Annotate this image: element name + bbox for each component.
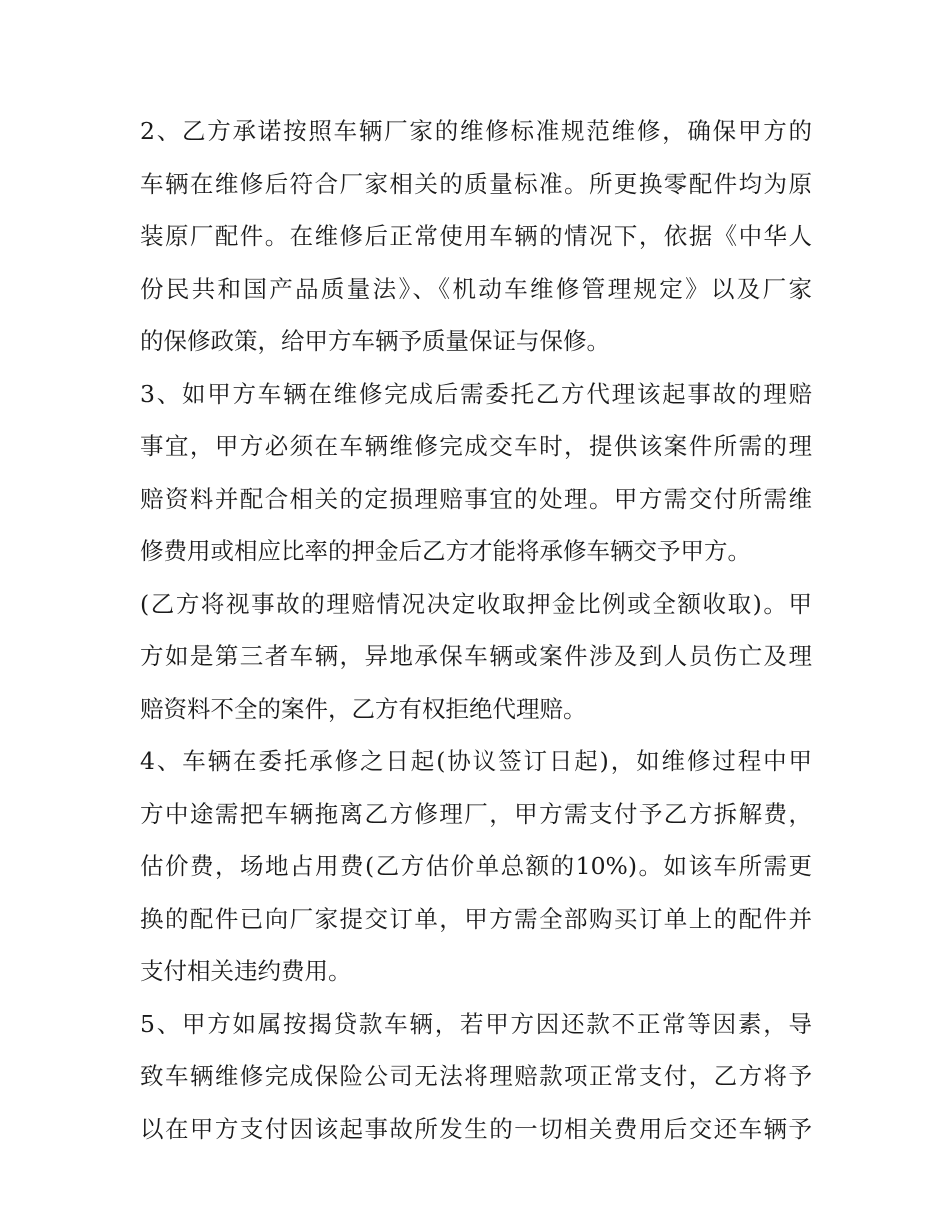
- text-line: 赔资料并配合相关的定损理赔事宜的处理。甲方需交付所需维: [140, 484, 812, 513]
- document-body: [140, 105, 812, 1155]
- text-line: 方中途需把车辆拖离乙方修理厂，甲方需支付予乙方拆解费，: [140, 799, 812, 828]
- text-line: 换的配件已向厂家提交订单，甲方需全部购买订单上的配件并: [140, 904, 812, 933]
- text-line: 赔资料不全的案件，乙方有权拒绝代理赔。: [140, 694, 587, 723]
- text-line: 致车辆维修完成保险公司无法将理赔款项正常支付，乙方将予: [140, 1062, 812, 1090]
- text-line: 支付相关违约费用。: [140, 957, 352, 985]
- text-line: 事宜，甲方必须在车辆维修完成交车时，提供该案件所需的理: [140, 432, 812, 460]
- text-line: 4、车辆在委托承修之日起(协议签订日起)，如维修过程中甲: [140, 747, 812, 775]
- text-line: 的保修政策，给甲方车辆予质量保证与保修。: [140, 327, 610, 355]
- text-line: 份民共和国产品质量法》、《机动车维修管理规定》以及厂家: [140, 274, 812, 303]
- text-line: (乙方将视事故的理赔情况决定收取押金比例或全额收取)。甲: [140, 589, 812, 618]
- text-line: 估价费，场地占用费(乙方估价单总额的10%)。如该车所需更: [140, 852, 812, 880]
- text-line: 3、如甲方车辆在维修完成后需委托乙方代理该起事故的理赔: [140, 379, 812, 408]
- text-line: 2、乙方承诺按照车辆厂家的维修标准规范维修，确保甲方的: [140, 117, 812, 145]
- text-line: 5、甲方如属按揭贷款车辆，若甲方因还款不正常等因素，导: [140, 1009, 812, 1038]
- text-line: 车辆在维修后符合厂家相关的质量标准。所更换零配件均为原: [140, 169, 812, 198]
- text-line: 以在甲方支付因该起事故所发生的一切相关费用后交还车辆予: [140, 1114, 812, 1143]
- text-line: 修费用或相应比率的押金后乙方才能将承修车辆交予甲方。: [140, 537, 751, 565]
- text-line: 方如是第三者车辆，异地承保车辆或案件涉及到人员伤亡及理: [140, 642, 812, 670]
- text-line: 装原厂配件。在维修后正常使用车辆的情况下，依据《中华人: [140, 222, 812, 250]
